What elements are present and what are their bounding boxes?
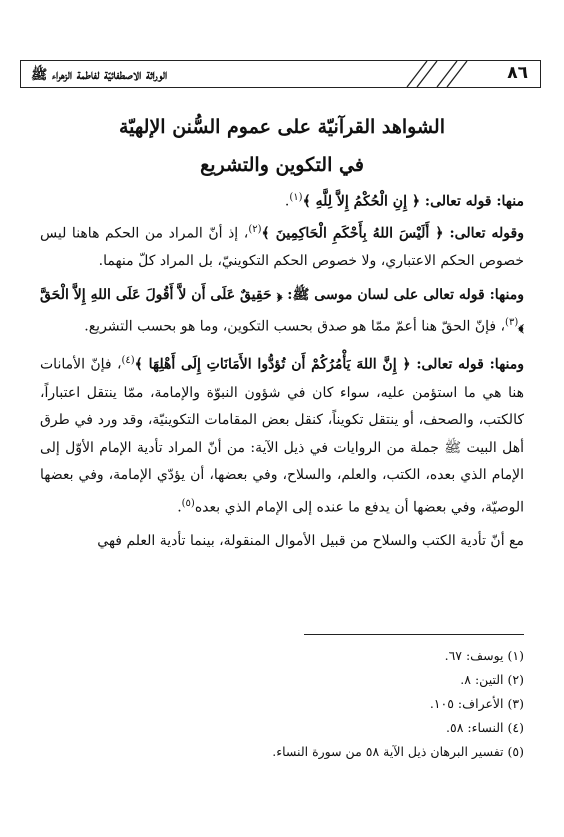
paragraph-4 <box>40 347 524 521</box>
page-number: ٨٦ <box>507 63 528 83</box>
paragraph-text: مع أنّ تأدية الكتب والسلاح من قبيل الأموال المنقولة، بينما تأدية العلم فهي <box>97 532 524 549</box>
quran-verse: قوله تعالى: ﴿ إِنَّ اللهَ يَأْمُرُكُمْ أَن تُؤدُّوا الأَمَانَاتِ إِلَى أَهْلِهَا ﴾ <box>134 357 490 374</box>
punctuation: . <box>177 499 182 516</box>
footnote-ref: (٤) <box>121 355 135 367</box>
footnote-item: (٢) التين: ٨. <box>460 672 524 687</box>
footnote-item: (٣) الأعراف: ١٠٥. <box>429 696 524 711</box>
footnotes <box>40 644 524 764</box>
section-heading: الشواهد القرآنيّة على عموم السُّنن الإلهيّة <box>119 116 445 138</box>
footnote-item: (٤) النساء: ٥٨. <box>446 720 524 735</box>
paragraph-lead: ومنها: <box>489 357 525 374</box>
paragraph-text: ، فإنّ الأمانات هنا هي ما استؤمن عليه، سواء كان في شؤون النبوّة والإمامة، ممّا ينتقل اعتباراً، كالكتب، والصحف، أو ينتقل تكويناً، كنقل بعض المقامات التكوينيّة، وقد ورد في طرق أهل البيت ﷺ جملة من الروايات في ذيل الآية: من أنّ المراد تأدية الإمام الأوّل إلى الإمام الذي بعده، الكتب، والعلم، والسلاح، وفي بعضها، أن يؤدّي الإمامة، وفي بعضها الوصيّة، وفي بعضها أن يدفع ما عنده إلى الإمام الذي بعده <box>40 357 524 516</box>
section-subheading: في التكوين والتشريع <box>200 154 364 176</box>
footnote-ref: (٥) <box>181 497 195 509</box>
paragraph-lead: منها: <box>496 193 524 210</box>
paragraph-text: ، إذ أنّ المراد من الحكم هاهنا ليس خصوص الحكم الاعتباري، ولا خصوص الحكم التكوينيّ، بل المراد كلّ منهما. <box>40 225 524 270</box>
quran-verse: قوله تعالى: ﴿ إِنِ الْحُكْمُ إِلاَّ لِلَّهِ ﴾ <box>302 193 497 210</box>
paragraph-3 <box>40 282 524 342</box>
header-decoration-icon <box>401 61 481 87</box>
paragraph-text: ، فإنّ الحقّ هنا أعمّ ممّا هو صدق بحسب التكوين، وما هو بحسب التشريع. <box>84 318 506 335</box>
footnote-ref: (١) <box>289 192 303 203</box>
paragraph-lead: ومنها: <box>489 286 524 303</box>
paragraph-2 <box>40 216 524 276</box>
page-body <box>40 108 524 555</box>
quran-verse: قوله تعالى على لسان موسى ﷺ: ﴿ حَقِيقٌ عَلَى أَن لاَّ أَقُولَ عَلَى اللهِ إِلاَّ الْحَقَّ ﴾ <box>40 286 524 335</box>
footnote-ref: (٢) <box>248 224 262 236</box>
paragraph-5 <box>40 528 524 556</box>
footnote-item: (١) يوسف: ٦٧. <box>444 648 524 663</box>
footnote-ref: (٣) <box>505 317 519 329</box>
footnote-separator <box>304 634 524 635</box>
footnote-item: (٥) تفسير البرهان ذيل الآية ٥٨ من سورة النساء. <box>272 744 524 759</box>
page-header <box>20 60 541 88</box>
quran-verse: وقوله تعالى: ﴿ أَلَيْسَ اللهُ بِأَحْكَمِ الْحَاكِمِينَ ﴾ <box>261 225 524 242</box>
running-title: الوراثة الاصطفائيّة لفاطمة الزهراء ﷺ <box>31 67 168 83</box>
paragraph-1 <box>40 184 524 216</box>
punctuation: . <box>284 193 290 210</box>
